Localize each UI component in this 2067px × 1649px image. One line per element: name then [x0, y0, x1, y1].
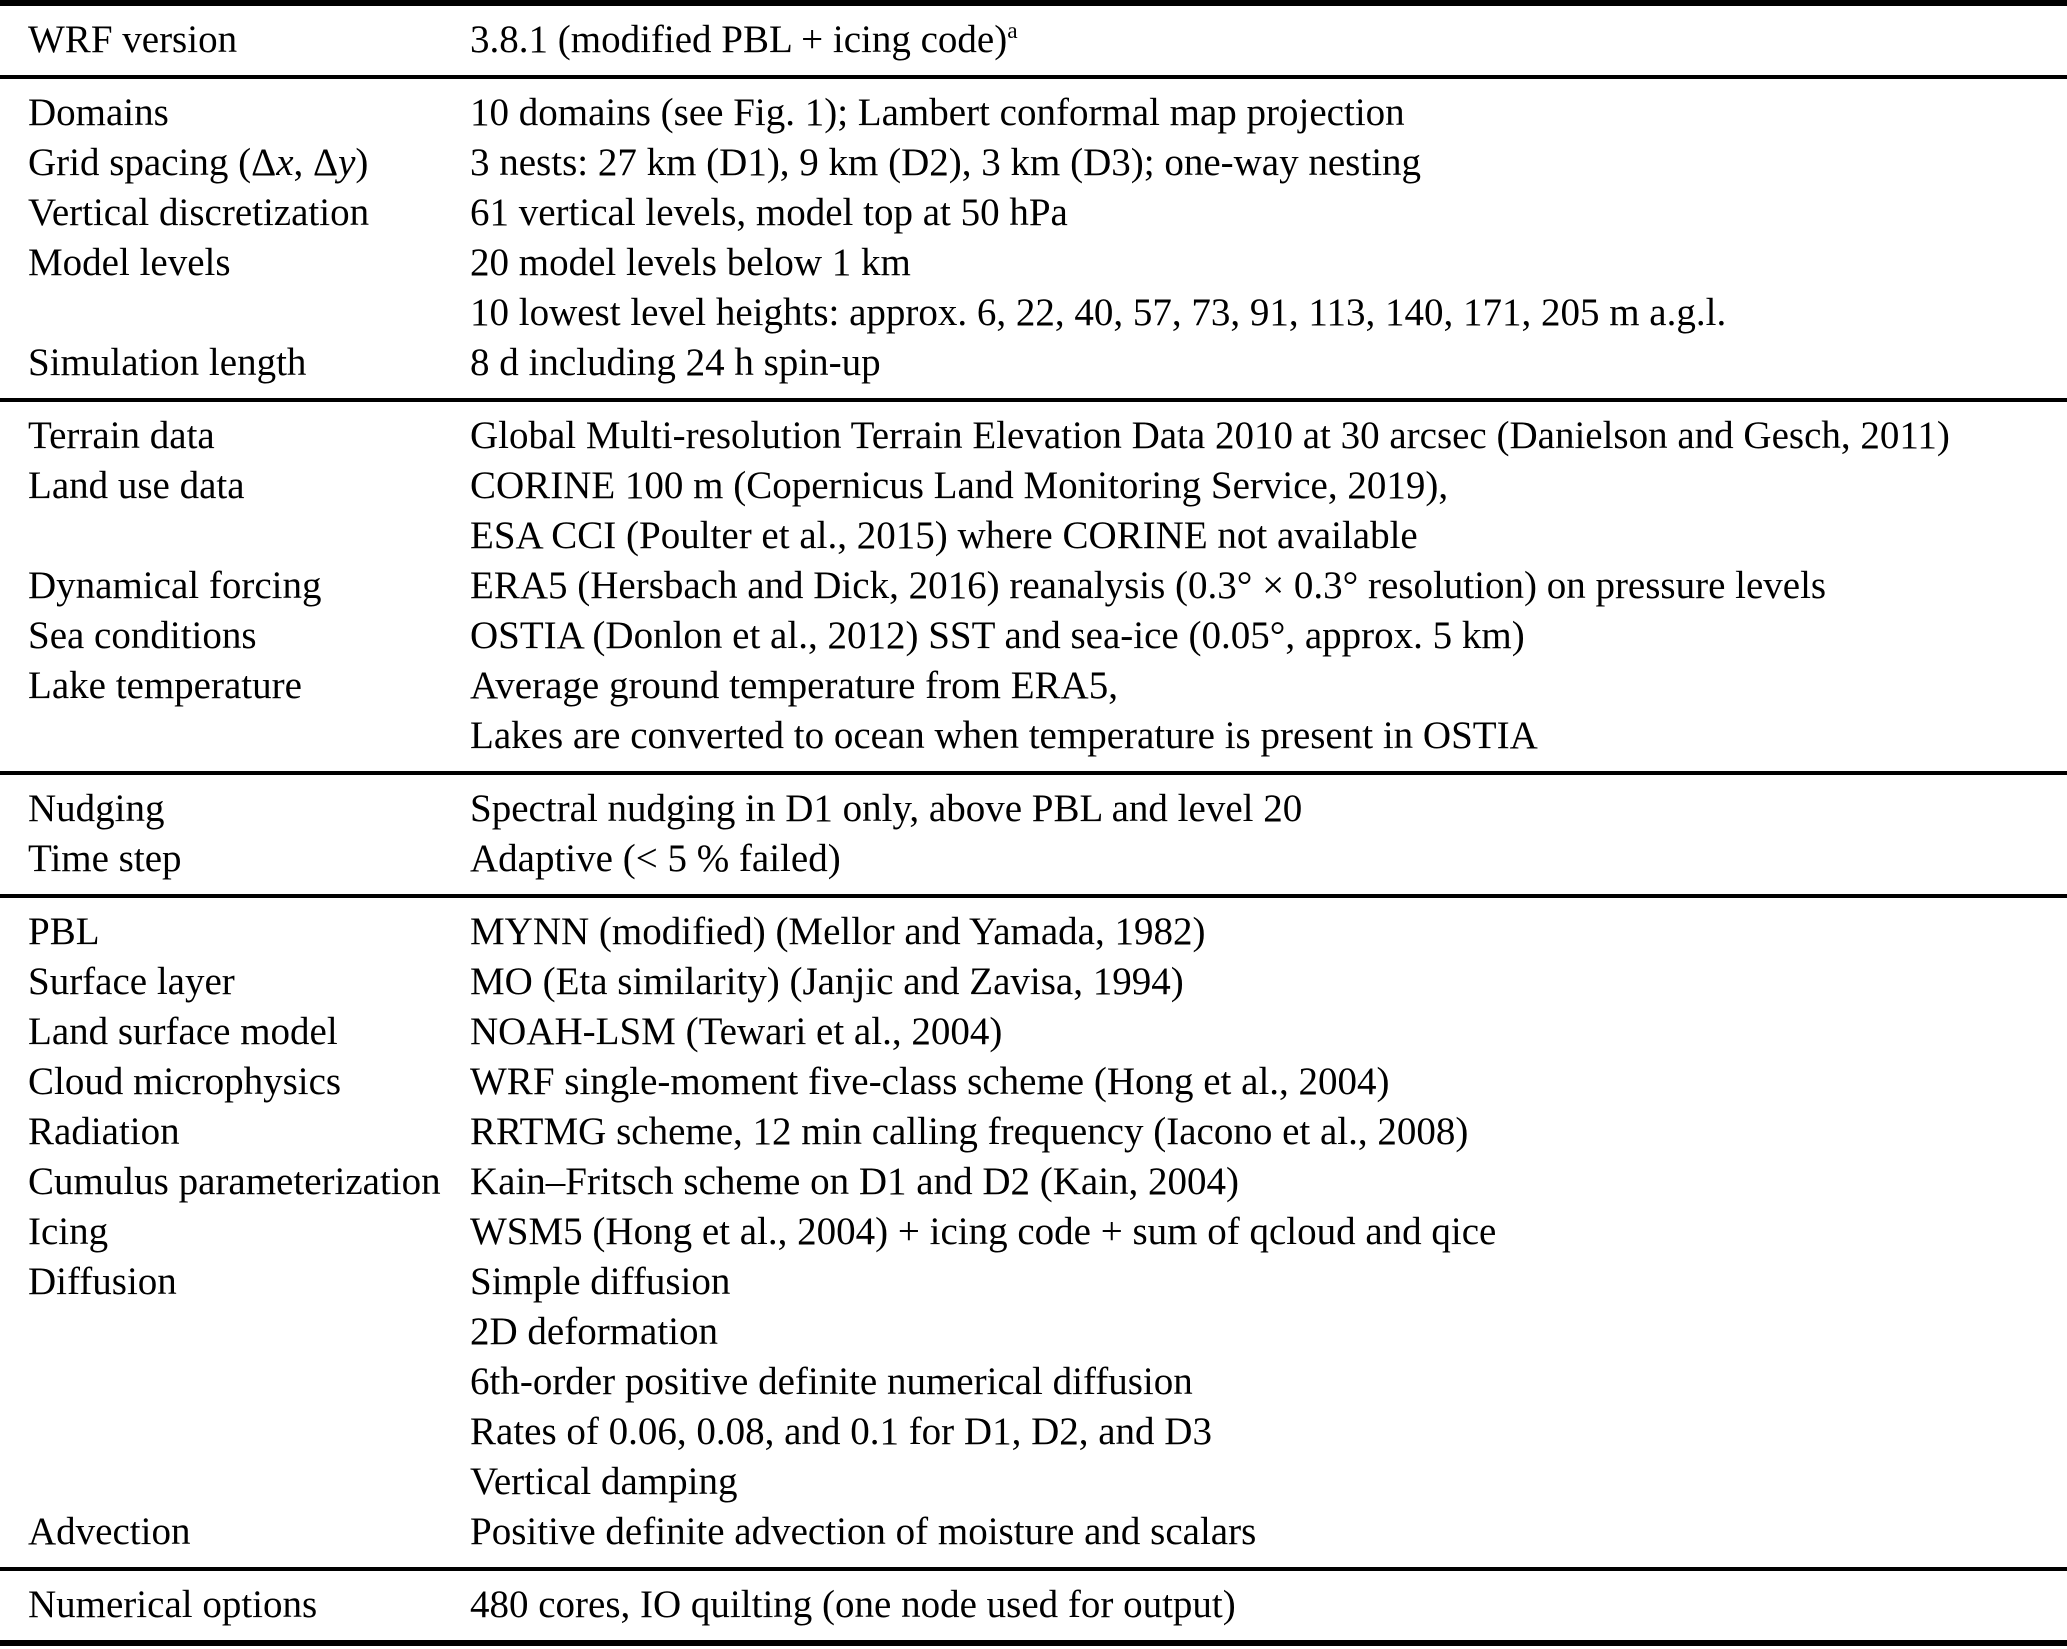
row-value: 6th-order positive definite numerical diffusion — [470, 1360, 1193, 1403]
row-label: Cloud microphysics — [28, 1060, 342, 1103]
row-label: Grid spacing (Δx, Δy) — [28, 141, 369, 184]
table-row — [0, 1257, 2067, 1307]
row-value: OSTIA (Donlon et al., 2012) SST and sea-ice (0.05°, approx. 5 km) — [470, 614, 1525, 657]
table-row — [0, 15, 2067, 65]
table-row — [0, 611, 2067, 661]
table-row — [0, 188, 2067, 238]
table-row — [0, 1580, 2067, 1630]
row-label — [0, 1407, 470, 1457]
row-value: Global Multi-resolution Terrain Elevation Data 2010 at 30 arcsec (Danielson and Gesch, 2011) — [470, 414, 1950, 457]
row-value: MYNN (modified) (Mellor and Yamada, 1982) — [470, 910, 1206, 953]
table-section — [0, 79, 2067, 398]
row-value: CORINE 100 m (Copernicus Land Monitoring Service, 2019), — [470, 464, 1449, 507]
row-value: 3.8.1 (modified PBL + icing code)$^a$ — [470, 18, 1018, 61]
row-label: Icing — [28, 1210, 109, 1253]
table-row — [0, 1457, 2067, 1507]
table-section — [0, 898, 2067, 1567]
table-row — [0, 238, 2067, 288]
row-label: Vertical discretization — [28, 191, 370, 234]
table-row — [0, 461, 2067, 511]
row-label: Advection — [28, 1510, 191, 1553]
table-row — [0, 1007, 2067, 1057]
table-row — [0, 1357, 2067, 1407]
row-label — [0, 1457, 470, 1507]
row-label: Surface layer — [28, 960, 235, 1003]
row-value: 20 model levels below 1 km — [470, 241, 911, 284]
row-label: Sea conditions — [28, 614, 257, 657]
row-value: Vertical damping — [470, 1460, 738, 1503]
row-label: Simulation length — [28, 341, 307, 384]
row-label: Cumulus parameterization — [28, 1160, 441, 1203]
row-value: WSM5 (Hong et al., 2004) + icing code + sum of qcloud and qice — [470, 1210, 1497, 1253]
table-row — [0, 1307, 2067, 1357]
row-label — [0, 288, 470, 338]
footnote-marker: a — [1007, 18, 1018, 44]
row-label — [0, 511, 470, 561]
table-section — [0, 402, 2067, 771]
table-section — [0, 775, 2067, 894]
row-value: WRF single-moment five-class scheme (Hong et al., 2004) — [470, 1060, 1390, 1103]
row-value: NOAH-LSM (Tewari et al., 2004) — [470, 1010, 1003, 1053]
table-row — [0, 711, 2067, 761]
table-row — [0, 1507, 2067, 1557]
row-value: Adaptive (< 5 % failed) — [470, 837, 841, 880]
table-row — [0, 138, 2067, 188]
row-value: 61 vertical levels, model top at 50 hPa — [470, 191, 1068, 234]
table-row — [0, 784, 2067, 834]
row-value: Simple diffusion — [470, 1260, 731, 1303]
row-label: PBL — [28, 910, 100, 953]
row-value: 3 nests: 27 km (D1), 9 km (D2), 3 km (D3); one-way nesting — [470, 141, 1422, 184]
table-row — [0, 834, 2067, 884]
row-value: ESA CCI (Poulter et al., 2015) where CORINE not available — [470, 514, 1418, 557]
table-section — [0, 1571, 2067, 1640]
row-label — [0, 711, 470, 761]
row-value: ERA5 (Hersbach and Dick, 2016) reanalysis (0.3° × 0.3° resolution) on pressure levels — [470, 564, 1827, 607]
table-row — [0, 1207, 2067, 1257]
table-row — [0, 1107, 2067, 1157]
table-row — [0, 561, 2067, 611]
row-value: Lakes are converted to ocean when temperature is present in OSTIA — [470, 714, 1538, 757]
table-row — [0, 661, 2067, 711]
row-value: 8 d including 24 h spin-up — [470, 341, 881, 384]
table-row — [0, 1407, 2067, 1457]
row-value: Spectral nudging in D1 only, above PBL and level 20 — [470, 787, 1303, 830]
table-row — [0, 411, 2067, 461]
table-row — [0, 1157, 2067, 1207]
table-row — [0, 511, 2067, 561]
row-label: Diffusion — [28, 1260, 177, 1303]
row-label: Lake temperature — [28, 664, 302, 707]
row-value: 480 cores, IO quilting (one node used for output) — [470, 1583, 1236, 1626]
row-label: Land surface model — [28, 1010, 338, 1053]
row-label: Radiation — [28, 1110, 180, 1153]
table-row — [0, 288, 2067, 338]
table-row — [0, 1057, 2067, 1107]
row-label: WRF version — [28, 18, 238, 61]
row-value: Rates of 0.06, 0.08, and 0.1 for D1, D2, and D3 — [470, 1410, 1212, 1453]
table-edge-rule — [0, 1640, 2067, 1646]
row-label: Time step — [28, 837, 182, 880]
row-value: Average ground temperature from ERA5, — [470, 664, 1118, 707]
row-value: 10 domains (see Fig. 1); Lambert conformal map projection — [470, 91, 1405, 134]
row-value: RRTMG scheme, 12 min calling frequency (Iacono et al., 2008) — [470, 1110, 1469, 1153]
row-value: MO (Eta similarity) (Janjic and Zavisa, 1994) — [470, 960, 1184, 1003]
row-label — [0, 1357, 470, 1407]
row-label: Model levels — [28, 241, 231, 284]
row-label: Dynamical forcing — [28, 564, 322, 607]
row-label: Domains — [28, 91, 169, 134]
table-row — [0, 907, 2067, 957]
table-row — [0, 338, 2067, 388]
row-label: Terrain data — [28, 414, 215, 457]
row-value: 2D deformation — [470, 1310, 719, 1353]
row-value: 10 lowest level heights: approx. 6, 22, 40, 57, 73, 91, 113, 140, 171, 205 m a.g.l. — [470, 291, 1727, 334]
table-section — [0, 6, 2067, 75]
row-label: Numerical options — [28, 1583, 318, 1626]
row-label: Nudging — [28, 787, 165, 830]
row-label: Land use data — [28, 464, 245, 507]
table-row — [0, 957, 2067, 1007]
row-value: Kain–Fritsch scheme on D1 and D2 (Kain, 2004) — [470, 1160, 1240, 1203]
row-value: Positive definite advection of moisture and scalars — [470, 1510, 1257, 1553]
row-label — [0, 1307, 470, 1357]
table-row — [0, 88, 2067, 138]
